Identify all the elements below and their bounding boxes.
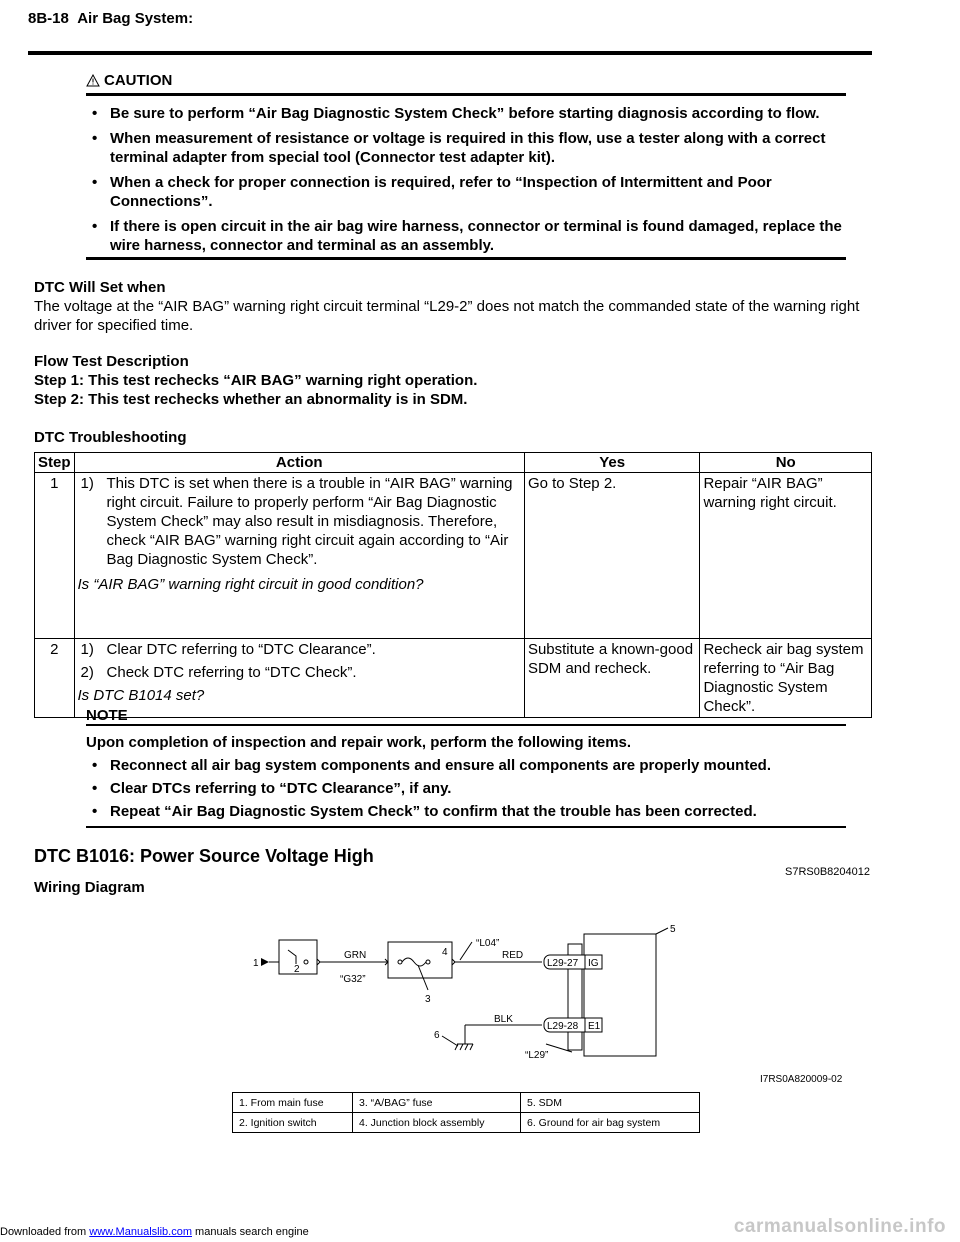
- switch-terminal: [304, 960, 308, 964]
- label-l29-27: L29-27: [547, 958, 579, 969]
- note-title: NOTE: [86, 707, 128, 724]
- leader-5: [656, 928, 668, 934]
- table-row: [233, 1113, 700, 1133]
- section-code: S7RS0B8204012: [784, 866, 870, 878]
- step-number: 1: [35, 473, 75, 639]
- step-number: 2: [35, 639, 75, 718]
- caution-bottom-rule: [86, 257, 846, 260]
- page-ref: 8B-18: [28, 10, 69, 27]
- legend-cell: 3. “A/BAG” fuse: [353, 1093, 521, 1113]
- fuse-terminal: [398, 960, 402, 964]
- header-rule: [28, 51, 872, 55]
- note-list: [86, 732, 846, 824]
- note-item: • Repeat “Air Bag Diagnostic System Check” to confirm that the trouble has been corrected.: [86, 801, 846, 823]
- label-l04: “L04”: [476, 938, 500, 949]
- action-item: [78, 640, 521, 659]
- yes-cell: Go to Step 2.: [524, 473, 700, 639]
- label-grn: GRN: [344, 950, 367, 961]
- sdm-box: [584, 934, 656, 1056]
- action-item-number: 1): [80, 475, 94, 492]
- action-item: [78, 474, 521, 569]
- switch-contact: [288, 950, 296, 964]
- caution-item: • If there is open circuit in the air bag wire harness, connector or terminal is found damaged, replace the wire harness, connector and terminal as an assembly.: [86, 217, 846, 255]
- page-header: [28, 10, 193, 27]
- footer-suffix: manuals search engine: [191, 1226, 309, 1238]
- label-5: 5: [670, 924, 676, 935]
- dtc-set-text: The voltage at the “AIR BAG” warning right circuit terminal “L29-2” does not match the commanded state of the warning right driver for specified time.: [34, 298, 860, 334]
- label-l29: “L29”: [525, 1050, 549, 1061]
- note-lead: Upon completion of inspection and repair work, perform the following items.: [86, 734, 632, 751]
- caution-item: • When a check for proper connection is required, refer to “Inspection of Intermittent and Poor Connections”.: [86, 173, 846, 211]
- label-red: RED: [502, 950, 524, 961]
- note-top-rule: [86, 724, 846, 726]
- caution-heading: [86, 72, 172, 89]
- col-step: Step: [35, 453, 75, 473]
- diagram-caption: I7RS0A820009-02: [760, 1074, 843, 1085]
- label-l29-28: L29-28: [547, 1021, 579, 1032]
- flow-step1: Step 1: This test rechecks “AIR BAG” warning right operation.: [34, 372, 478, 389]
- note-bottom-rule: [86, 826, 846, 828]
- action-item-text: This DTC is set when there is a trouble in “AIR BAG” warning right circuit. Failure to properly perform “Air Bag Diagnostic System Check” may also result in misdiagnosis. Therefore, check “AIR BAG” warning right circuit again according to “Air Bag Diagnostic System Check”.: [106, 475, 513, 568]
- warning-triangle-icon: [86, 74, 100, 87]
- manualslib-link[interactable]: www.Manualslib.com: [89, 1226, 192, 1238]
- flow-step2: Step 2: This test rechecks whether an abnormality is in SDM.: [34, 391, 468, 408]
- col-no: No: [700, 453, 872, 473]
- label-blk: BLK: [494, 1014, 513, 1025]
- table-row: [233, 1093, 700, 1113]
- footer: [0, 1226, 309, 1238]
- watermark: carmanualsonline.info: [733, 1216, 946, 1237]
- label-g32: “G32”: [340, 974, 366, 985]
- section-subtitle: Wiring Diagram: [34, 879, 145, 896]
- caution-top-rule: [86, 93, 846, 96]
- legend-cell: 2. Ignition switch: [233, 1113, 353, 1133]
- no-cell: Recheck air bag system referring to “Air Bag Diagnostic System Check”.: [700, 639, 872, 718]
- footer-prefix: Downloaded from: [0, 1226, 90, 1238]
- col-yes: Yes: [524, 453, 700, 473]
- dtc-set-block: [34, 278, 864, 335]
- legend-cell: 1. From main fuse: [233, 1093, 353, 1113]
- action-question: Is DTC B1014 set?: [77, 687, 205, 704]
- action-item-text: Clear DTC referring to “DTC Clearance”.: [106, 641, 376, 658]
- flow-title: Flow Test Description: [34, 353, 189, 370]
- table-row: [35, 473, 872, 639]
- no-cell: Repair “AIR BAG” warning right circuit.: [700, 473, 872, 639]
- legend-table: [232, 1092, 700, 1133]
- caution-item: • Be sure to perform “Air Bag Diagnostic System Check” before starting diagnosis according to flow.: [86, 104, 846, 123]
- action-item-number: 2): [80, 664, 94, 681]
- section-title: DTC B1016: Power Source Voltage High: [34, 846, 374, 866]
- troubleshooting-table: [34, 452, 872, 718]
- leader-6: [442, 1036, 458, 1046]
- ground-hatch: [470, 1044, 473, 1050]
- label-e1: E1: [588, 1021, 601, 1032]
- ground-hatch: [460, 1044, 463, 1050]
- caution-title: CAUTION: [104, 72, 173, 89]
- col-action: Action: [74, 453, 524, 473]
- note-item: • Reconnect all air bag system components and ensure all components are properly mounted.: [86, 755, 846, 777]
- caution-item: • When measurement of resistance or voltage is required in this flow, use a tester along with a correct terminal adapter from special tool (Connector test adapter kit).: [86, 129, 846, 167]
- label-2: 2: [294, 964, 300, 975]
- table-header-row: [35, 453, 872, 473]
- section-name: Air Bag System:: [77, 10, 194, 27]
- note-item: • Clear DTCs referring to “DTC Clearance”, if any.: [86, 778, 846, 800]
- caution-list: [86, 104, 846, 261]
- troubleshooting-title: DTC Troubleshooting: [34, 429, 187, 446]
- ground-hatch: [465, 1044, 468, 1050]
- action-item: [78, 663, 521, 682]
- dtc-set-title: DTC Will Set when: [34, 279, 166, 296]
- label-1: 1: [253, 958, 259, 969]
- action-item-text: Check DTC referring to “DTC Check”.: [106, 664, 357, 681]
- label-6: 6: [434, 1030, 440, 1041]
- label-4: 4: [442, 947, 448, 958]
- legend-cell: 5. SDM: [521, 1093, 700, 1113]
- legend-cell: 4. Junction block assembly: [353, 1113, 521, 1133]
- action-cell: [74, 473, 524, 639]
- action-question: Is “AIR BAG” warning right circuit in good condition?: [77, 576, 424, 593]
- yes-cell: Substitute a known-good SDM and recheck.: [524, 639, 700, 718]
- label-3: 3: [425, 994, 431, 1005]
- legend-cell: 6. Ground for air bag system: [521, 1113, 700, 1133]
- flow-block: [34, 352, 864, 409]
- fuse-symbol: [402, 958, 426, 966]
- label-ig: IG: [588, 958, 599, 969]
- arrow-icon: [261, 958, 269, 966]
- fuse-terminal: [426, 960, 430, 964]
- action-item-number: 1): [80, 641, 94, 658]
- wiring-diagram: [240, 920, 700, 1065]
- leader-l04: [460, 942, 472, 960]
